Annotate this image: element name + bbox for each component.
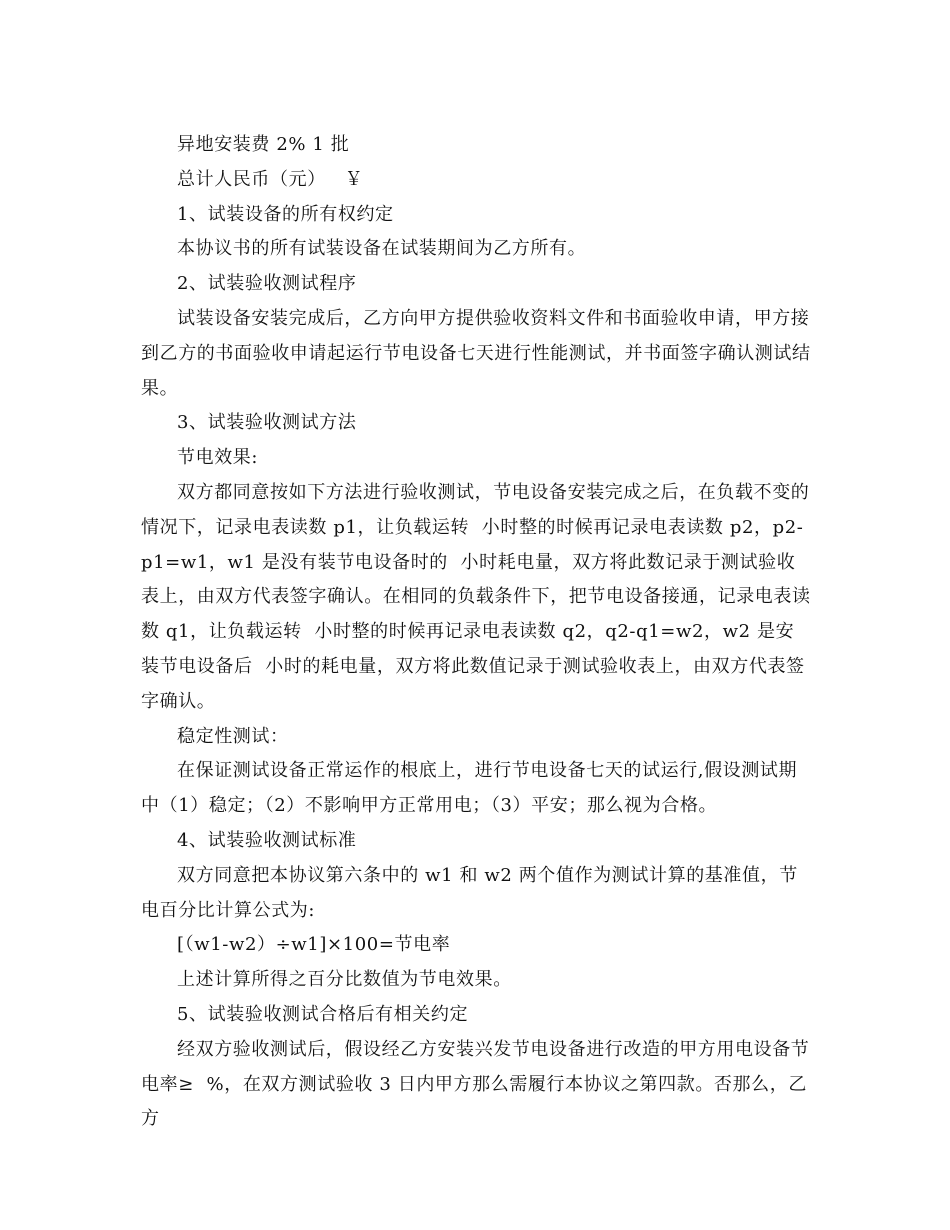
line-total-rmb: 总计人民币（元） ￥ [177,168,364,190]
section-heading-ownership: 1、试装设备的所有权约定 [177,203,394,225]
subheading-saving-effect: 节电效果: [177,447,259,469]
paragraph-formula-result: 上述计算所得之百分比数值为节电效果。 [177,969,512,991]
section-heading-standard: 4、试装验收测试标准 [177,829,357,851]
section-heading-procedure: 2、试装验收测试程序 [177,273,357,295]
formula-line: [（w1-w2）÷w1]×100=节电率 [177,934,451,956]
paragraph-procedure: 试装设备安装完成后，乙方向甲方提供验收资料文件和书面验收申请，甲方接到乙方的书面验收申请起运行节电设备七天进行性能测试，并书面签字确认测试结果。 [141,307,811,399]
section-heading-method: 3、试装验收测试方法 [177,412,357,434]
paragraph-standard: 双方同意把本协议第六条中的 w1 和 w2 两个值作为测试计算的基准值，节电百分比计算公式为: [141,864,798,921]
paragraph-ownership: 本协议书的所有试装设备在试装期间为乙方所有。 [177,238,587,260]
paragraph-agreement: 经双方验收测试后，假设经乙方安装兴发节电设备进行改造的甲方用电设备节电率≥ %，在双方测试验收 3 日内甲方那么需履行本协议之第四款。否那么，乙方 [141,1038,810,1130]
document-body [141,128,811,1137]
line-installation-fee: 异地安装费 2% 1 批 [177,134,350,155]
subheading-stability-test: 稳定性测试： [177,725,289,747]
paragraph-method: 双方都同意按如下方法进行验收测试，节电设备安装完成之后，在负载不变的情况下，记录电表读数 p1，让负载运转 小时整的时候再记录电表读数 p2，p2-p1=w1，w1 是没有装节电设备时的 小时耗电量，双方将此数记录于测试验收表上，由双方代表签字确认。在相同的负载条件下，把节电设备接通，记录电表读数 q1，让负载运转 小时整的时候再记录电表读数 q2，q2-q1=w2，w2 是安装节电设备后 小时的耗电量，双方将此数值记录于测试验收表上，由双方代表签字确认。 [141,481,811,712]
paragraph-stability: 在保证测试设备正常运作的根底上，进行节电设备七天的试运行,假设测试期中（1）稳定；（2）不影响甲方正常用电；（3）平安；那么视为合格。 [141,760,798,817]
section-heading-agreement: 5、试装验收测试合格后有相关约定 [177,1003,469,1025]
